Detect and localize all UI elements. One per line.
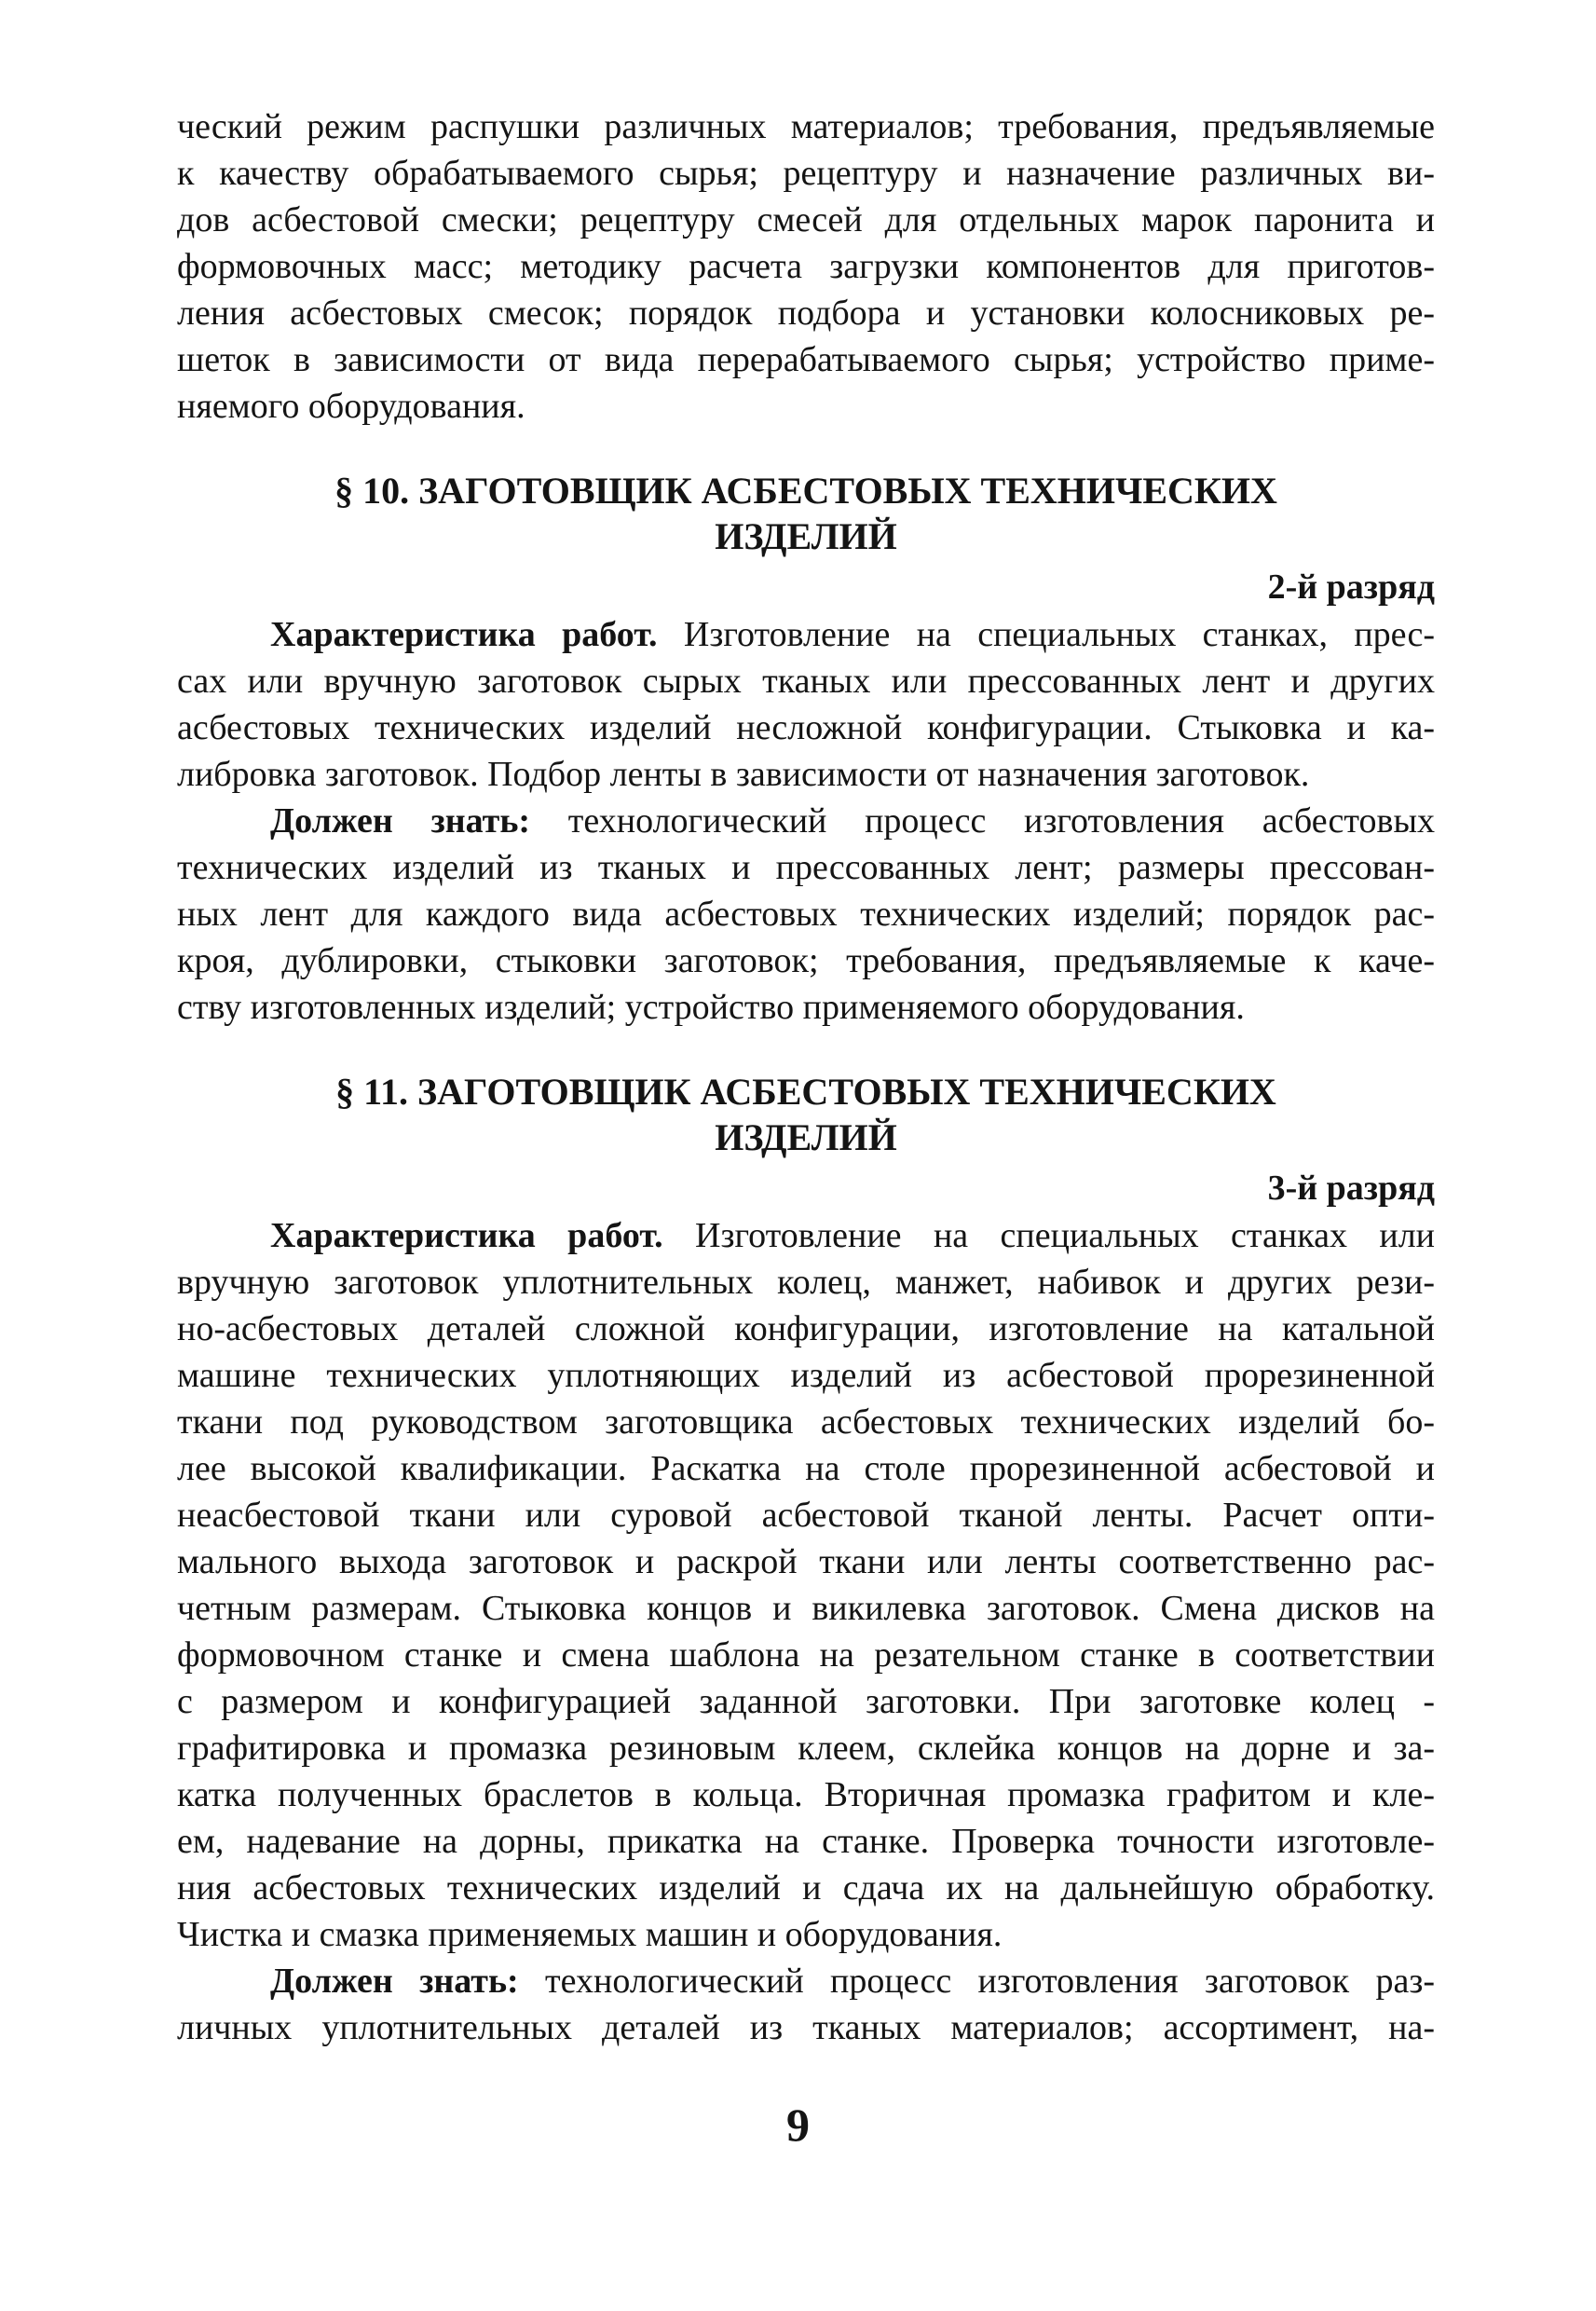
section-10-know-text: технологический процесс изготовления асбестовых bbox=[567, 801, 1436, 841]
section-11-char-line: катка полученных браслетов в кольца. Вторичная промазка графитом и кле- bbox=[177, 1775, 1435, 1814]
section-11-char-line: четным размерам. Стыковка концов и викилевка заготовок. Смена дисков на bbox=[177, 1589, 1435, 1628]
section-11-char-line: но-асбестовых деталей сложной конфигурации, изготовление на катальной bbox=[177, 1309, 1435, 1348]
intro-line: дов асбестовой смески; рецептуру смесей для отдельных марок паронита и bbox=[177, 200, 1435, 239]
section-11-char-line: неасбестовой ткани или суровой асбестовой тканой ленты. Расчет опти- bbox=[177, 1496, 1435, 1535]
section-11-char-line: мального выхода заготовок и раскрой ткани или ленты соответственно рас- bbox=[177, 1542, 1435, 1581]
section-10-char-line: сах или вручную заготовок сырых тканых или прессованных лент и других bbox=[177, 662, 1435, 701]
section-10-know-line: кроя, дублировки, стыковки заготовок; требования, предъявляемые к каче- bbox=[177, 941, 1435, 980]
section-10-grade: 2-й разряд bbox=[1267, 567, 1435, 607]
section-10-char-first-line bbox=[270, 611, 1435, 658]
section-11-char-line: ем, надевание на дорны, прикатка на станке. Проверка точности изготовле- bbox=[177, 1822, 1435, 1861]
section-11-char-line: машине технических уплотняющих изделий из асбестовой прорезиненной bbox=[177, 1356, 1435, 1395]
section-10-heading-line2: ИЗДЕЛИЙ bbox=[715, 515, 897, 557]
section-10-know-line: ству изготовленных изделий; устройство применяемого оборудования. bbox=[177, 988, 1245, 1027]
section-11-char-line: графитировка и промазка резиновым клеем, склейка концов на дорне и за- bbox=[177, 1729, 1435, 1768]
section-10-char-line: либровка заготовок. Подбор ленты в зависимости от назначения заготовок. bbox=[177, 755, 1310, 794]
section-11-know-text: технологический процесс изготовления заготовок раз- bbox=[545, 1962, 1436, 2001]
section-11-grade: 3-й разряд bbox=[1267, 1169, 1435, 1208]
section-11-char-line: Чистка и смазка применяемых машин и оборудования. bbox=[177, 1915, 1003, 1954]
intro-line: к качеству обрабатываемого сырья; рецептуру и назначение различных ви- bbox=[177, 154, 1435, 193]
section-10-char-text: Изготовление на специальных станках, прес- bbox=[683, 615, 1436, 654]
section-11-char-line: ткани под руководством заготовщика асбестовых технических изделий бо- bbox=[177, 1402, 1435, 1442]
intro-line: формовочных масс; методику расчета загрузки компонентов для приготов- bbox=[177, 247, 1435, 286]
intro-line: шеток в зависимости от вида перерабатываемого сырья; устройство приме- bbox=[177, 340, 1435, 379]
section-10-know-line: технических изделий из тканых и прессованных лент; размеры прессован- bbox=[177, 848, 1435, 887]
section-10-char-term: Характеристика работ. bbox=[270, 615, 658, 654]
intro-line: няемого оборудования. bbox=[177, 387, 525, 426]
section-10-heading-line1: § 10. ЗАГОТОВЩИК АСБЕСТОВЫХ ТЕХНИЧЕСКИХ bbox=[334, 470, 1277, 512]
section-11-know-line: личных уплотнительных деталей из тканых материалов; ассортимент, на- bbox=[177, 2008, 1435, 2047]
section-11-char-line: формовочном станке и смена шаблона на резательном станке в соответствии bbox=[177, 1635, 1435, 1675]
page-number: 9 bbox=[786, 2099, 810, 2151]
section-11-heading-line1: § 11. ЗАГОТОВЩИК АСБЕСТОВЫХ ТЕХНИЧЕСКИХ bbox=[335, 1071, 1276, 1113]
section-11-know-term: Должен знать: bbox=[270, 1962, 519, 2001]
section-11-heading-line2: ИЗДЕЛИЙ bbox=[715, 1116, 897, 1158]
section-10-char-line: асбестовых технических изделий несложной конфигурации. Стыковка и ка- bbox=[177, 708, 1435, 747]
section-11-char-first-line bbox=[270, 1212, 1435, 1259]
section-10-know-line: ных лент для каждого вида асбестовых технических изделий; порядок рас- bbox=[177, 895, 1435, 934]
intro-line: ческий режим распушки различных материалов; требования, предъявляемые bbox=[177, 107, 1435, 146]
section-11-char-line: вручную заготовок уплотнительных колец, манжет, набивок и других рези- bbox=[177, 1263, 1435, 1302]
section-11-char-term: Характеристика работ. bbox=[270, 1216, 663, 1255]
section-11-char-line: с размером и конфигурацией заданной заготовки. При заготовке колец - bbox=[177, 1682, 1435, 1721]
section-10-know-first-line bbox=[270, 798, 1435, 844]
intro-line: ления асбестовых смесок; порядок подбора и установки колосниковых ре- bbox=[177, 294, 1435, 333]
section-11-char-line: лее высокой квалификации. Раскатка на столе прорезиненной асбестовой и bbox=[177, 1449, 1435, 1488]
section-10-know-term: Должен знать: bbox=[270, 801, 531, 841]
section-11-char-line: ния асбестовых технических изделий и сдача их на дальнейшую обработку. bbox=[177, 1868, 1435, 1908]
section-11-char-text: Изготовление на специальных станках или bbox=[695, 1216, 1435, 1255]
section-11-know-first-line bbox=[270, 1958, 1435, 2004]
